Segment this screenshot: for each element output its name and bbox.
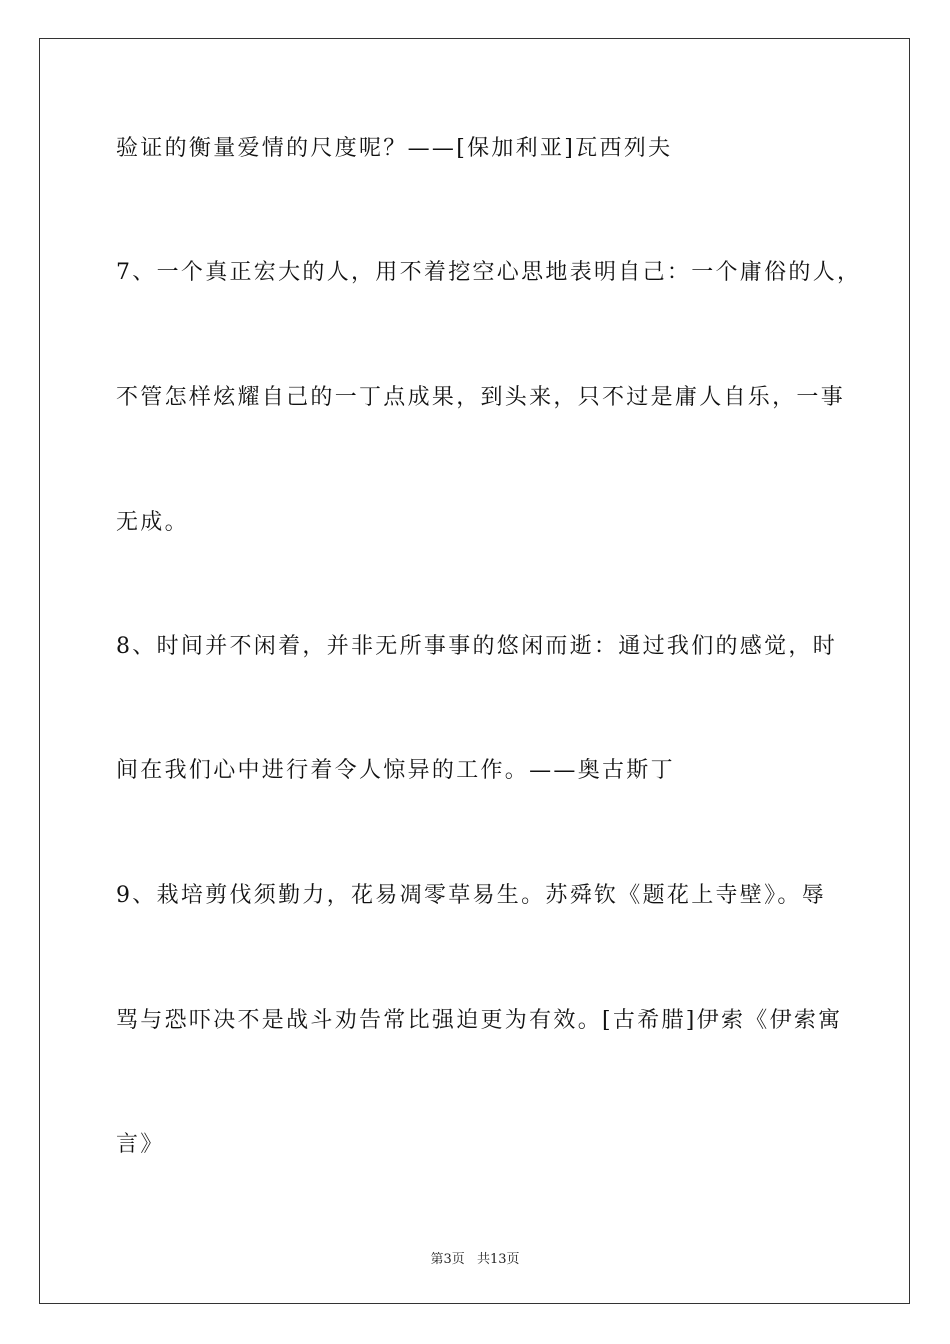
text-line: 不管怎样炫耀自己的一丁点成果，到头来，只不过是庸人自乐，一事 [116,385,846,410]
text-line: 间在我们心中进行着令人惊异的工作。——奥古斯丁 [116,758,675,783]
text-line: 7、一个真正宏大的人，用不着挖空心思地表明自己：一个庸俗的人， [116,260,862,285]
text-line: 9、栽培剪伐须勤力，花易凋零草易生。苏舜钦《题花上寺壁》。辱 [116,883,826,908]
text-line: 骂与恐吓决不是战斗劝告常比强迫更为有效。[古希腊]伊索《伊索寓 [116,1008,843,1033]
page-footer [0,1248,950,1267]
text-line: 验证的衡量爱情的尺度呢？——[保加利亚]瓦西列夫 [116,136,673,161]
text-line: 无成。 [116,510,189,535]
text-line: 言》 [116,1132,165,1157]
page-number: 第3页 [430,1252,465,1267]
page-frame [39,38,910,1304]
page-total: 共13页 [476,1252,520,1267]
text-line: 8、时间并不闲着，并非无所事事的悠闲而逝：通过我们的感觉，时 [116,634,837,659]
